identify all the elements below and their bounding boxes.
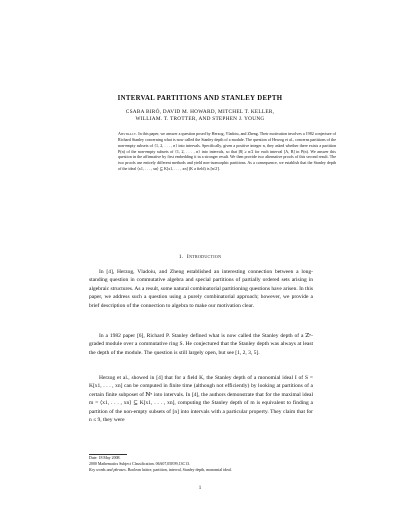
footnote-keywords [89,467,313,472]
paper-title: INTERVAL PARTITIONS AND STANLEY DEPTH [117,95,283,102]
body-paragraph-1: In [4], Herzog, Vladoiu, and Zheng established an interesting connection between a long-standing question in commutative algebra and special partitions of partially ordered sets arising in algebraic structures. As a result, some natural combinatorial partitioning questions have arisen. In this paper, we address such a question using a purely combinatorial approach; however, we provide a brief description of the connection to algebra to make our motivation clear. [89,269,313,309]
footnote-keywords-label: Key words and phrases. [89,467,127,472]
body-paragraph-2: In a 1982 paper [6], Richard P. Stanley defined what is now called the Stanley depth of a ℤⁿ-graded module over a commutative ring S. He conjectured that the Stanley depth was always at least the depth of the module. The question is still largely open, but see [1, 2, 3, 5]. [89,333,313,356]
footnote-msc [89,461,313,466]
section-title: Introduction [186,254,222,260]
footnote-msc-codes: 06A07,05E99,13C13. [155,461,191,466]
footnote-msc-label: 2000 Mathematics Subject Classification. [89,461,155,466]
abstract-label: Abstract. [118,131,138,136]
abstract-text: In this paper, we answer a question posed by Herzog, Vladoiu, and Zheng. Their motivation involves a 1982 conjecture of Richard Stanley concerning what is now called the Stanley depth of a module. The question of Herzog et al., concerns partitions of the non-empty subsets of {1, 2, . . . , n} into intervals. Specifically, given a positive integer n, they asked whether there exists a partition P(n) of the non-empty subsets of {1, 2, . . . , n} into intervals, so that |B| ≥ n/2 for each interval [A, B] in P(n). We answer this question in the affirmative by first embedding it in a stronger result. We then provide two alternative proofs of this second result. The two proofs use entirely different methods and yield non-isomorphic partitions. As a consequence, we establish that the Stanley depth of the ideal ⟨x1, . . . , xn⟩ ⊆ K[x1, . . . , xn] (K a field) is ⌈n/2⌉. [118,131,336,172]
body-paragraph-3: Herzog et al., showed in [4] that for a field K, the Stanley depth of a monomial ideal I of S = K[x1, . . . , xn] can be computed in finite time (although not efficiently) by looking at partitions of a certain finite subposet of ℕⁿ into intervals. In [4], the authors demonstrate that for the maximal ideal m = ⟨x1, . . . , xn⟩ ⊆ K[x1, . . . , xn], computing the Stanley depth of m is equivalent to finding a partition of the non-empty subsets of [n] into intervals with a particular property. They claim that for n ≤ 9, they were [89,375,313,424]
author-list [60,109,340,123]
abstract [118,131,336,172]
footnote-keywords-text: Boolean lattice, partition, interval, Stanley depth, monomial ideal. [127,467,232,472]
section-heading [0,254,400,260]
authors-line-2: WILLIAM. T. TROTTER, AND STEPHEN J. YOUNG [135,116,265,122]
section-number: 1. [178,254,183,260]
authors-line-1: CSABA BIRÓ, DAVID M. HOWARD, MITCHEL T. KELLER, [125,109,275,115]
footnote-date: Date: 18 May 2008. [89,455,121,460]
page-number: 1 [198,486,202,491]
